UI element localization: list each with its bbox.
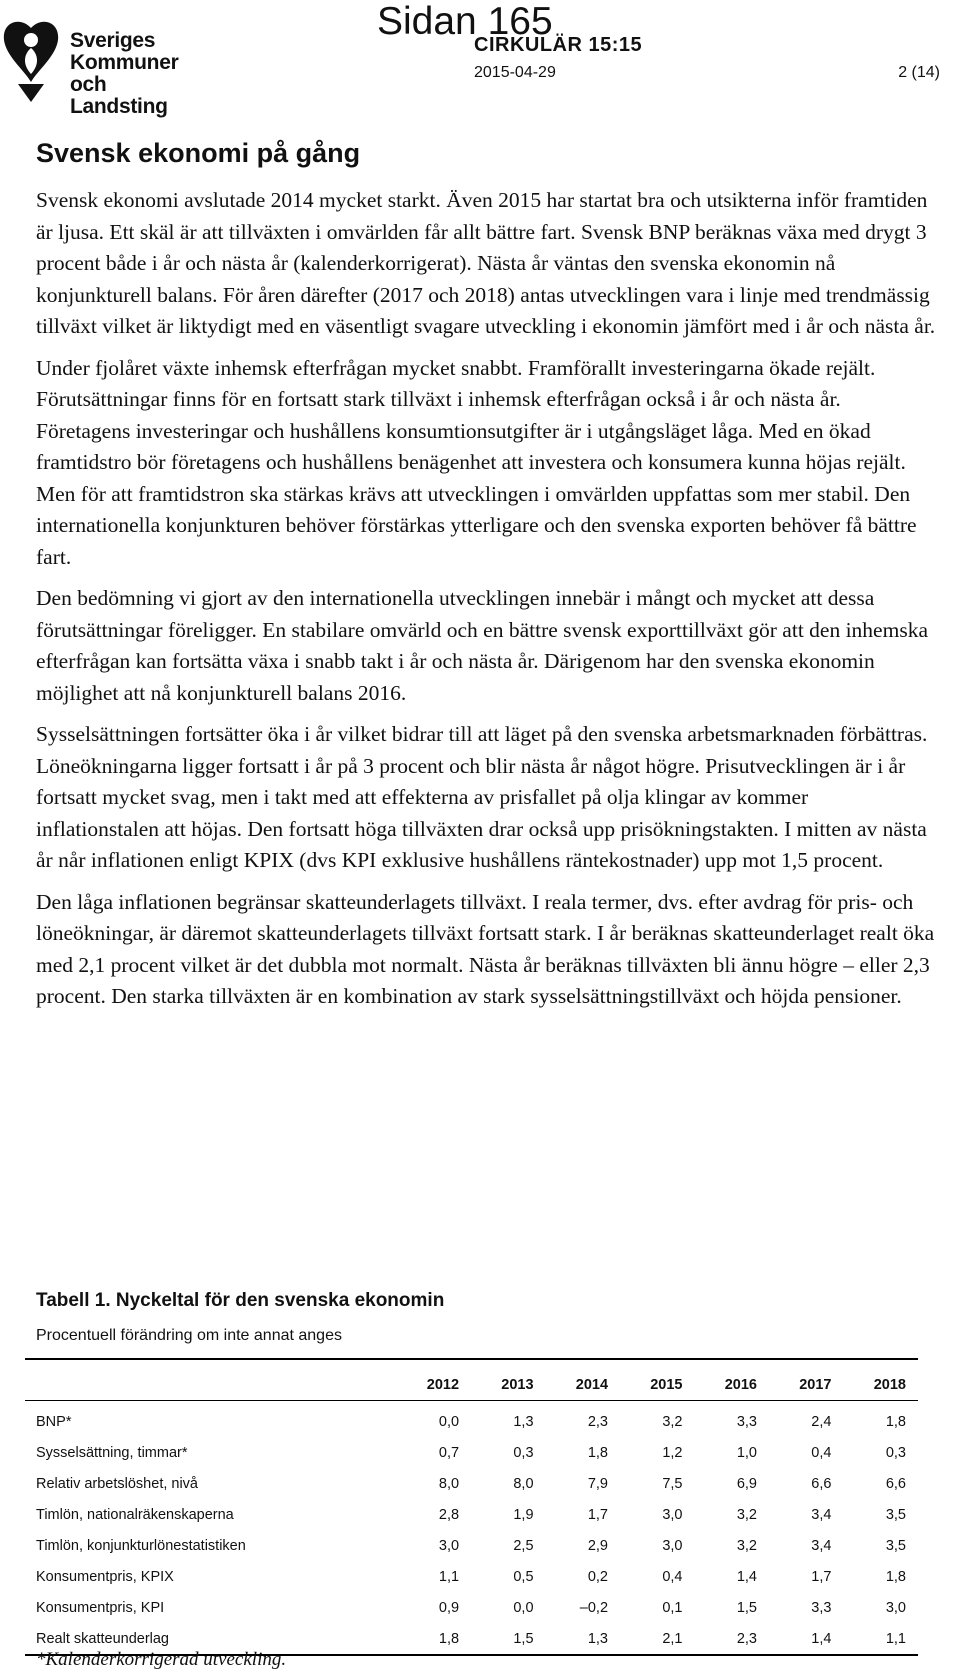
table-cell: 3,2 [662,1413,683,1430]
row-label: Timlön, konjunkturlönestatistiken [36,1537,246,1554]
table-cell: 0,5 [513,1568,534,1585]
row-label: BNP* [36,1413,72,1430]
table-header-label [25,1360,397,1400]
year-header: 2018 [843,1360,918,1400]
table-cell: 6,6 [811,1475,832,1492]
table-row [25,1468,918,1499]
logo-line: och Landsting [70,73,168,118]
table-cell: 1,5 [736,1599,757,1616]
table-cell: 0,4 [811,1444,832,1461]
table-header-row [25,1360,918,1400]
table-cell: 2,3 [587,1413,609,1430]
table-subtitle: Procentuell förändring om inte annat anges [36,1327,342,1344]
table-cell: 0,2 [587,1568,609,1585]
row-label: Realt skatteunderlag [36,1630,169,1647]
table-cell: 3,3 [736,1413,757,1430]
table-cell: 1,1 [438,1568,460,1585]
table-cell: 3,2 [736,1537,757,1554]
row-label: Konsumentpris, KPI [36,1599,165,1616]
data-table [25,1360,918,1654]
table-cell: 3,4 [811,1537,832,1554]
table-cell: 1,4 [736,1568,757,1585]
year-header: 2016 [695,1360,769,1400]
paragraph: Sysselsättningen fortsätter öka i år vilket bidrar till att läget på den svenska arbetsmarknaden förbättras. Löneökningarna ligger fortsatt i år på 3 procent och blir nästa år något högre. Prisutvecklingen är i år fortsatt mycket svag, men i takt med att effekterna av prisfallet på olja klingar av kommer inflationstalen att höjas. Den fortsatt höga tillväxten drar också upp prisökningstakten. I mitten av nästa år når inflationen enligt KPIX (dvs KPI exklusive hushållens räntekostnader) upp mot 1,5 procent. [36,722,928,872]
table-cell: 1,8 [587,1444,609,1461]
table-cell: 3,0 [438,1537,460,1554]
logo-heart-figure-icon [0,18,62,102]
table-cell: 1,4 [811,1630,832,1647]
table-cell: 0,3 [885,1444,906,1461]
table-cell: 3,0 [885,1599,906,1616]
table-cell: 7,5 [662,1475,683,1492]
table-cell: 1,7 [811,1568,832,1585]
table-cell: 2,1 [662,1630,683,1647]
table-cell: 7,9 [587,1475,609,1492]
table-title: Tabell 1. Nyckeltal för den svenska ekonomin [36,1290,445,1311]
table-cell: 8,0 [438,1475,460,1492]
table-cell: 2,3 [736,1630,757,1647]
table-cell: 1,8 [885,1568,906,1585]
key-figures-table [25,1358,918,1656]
table-row [25,1530,918,1561]
body-text [36,185,936,1023]
table-cell: 6,6 [885,1475,906,1492]
logo-line: Sveriges [70,29,156,52]
table-cell: 1,0 [736,1444,757,1461]
table-row [25,1592,918,1623]
year-header: 2015 [620,1360,694,1400]
table-cell: 1,9 [513,1506,534,1523]
table-cell: 2,4 [811,1413,832,1430]
table-cell: 0,7 [438,1444,460,1461]
page-label: Sidan 165 [377,0,553,43]
paragraph: Den bedömning vi gjort av den internationella utvecklingen innebär i mångt och mycket att dessa förutsättningar föreligger. En stabilare omvärld och en bättre svensk exporttillväxt gör att den inhemska efterfrågan kan fortsätta växa i snabb takt i år och nästa år. Därigenom har den svenska ekonomin möjlighet att nå konjunkturell balans 2016. [36,586,928,705]
table-row [25,1400,918,1437]
paragraph: Under fjolåret växte inhemsk efterfrågan mycket snabbt. Framförallt investeringarna ökade rejält. Förutsättningar finns för en fortsatt stark tillväxt i inhemsk efterfrågan också i år och nästa år. Företagens investeringar och hushållens konsumtionsutgifter är i utgångsläget låga. Med en ökad framtidstro bör företagens och hushållens benägenhet att investera och konsumera kunna höjas rejält. Men för att framtidstron ska stärkas krävs att utvecklingen i omvärlden uppfattas som mer stabil. Den internationella konjunkturen behöver förstärkas ytterligare och den svenska exporten behöver få bättre fart. [36,355,917,569]
table-cell: 0,0 [513,1599,534,1616]
table-cell: 3,5 [885,1506,906,1523]
table-cell: 1,2 [662,1444,683,1461]
document-date: 2015-04-29 [474,64,556,81]
year-header: 2017 [769,1360,843,1400]
year-header: 2013 [471,1360,545,1400]
table-cell: 2,8 [438,1506,460,1523]
table-cell: 2,9 [587,1537,609,1554]
table-cell: –0,2 [579,1599,609,1616]
table-cell: 0,9 [438,1599,460,1616]
table-cell: 1,1 [885,1630,906,1647]
page-number: 2 (14) [898,64,940,81]
table-cell: 6,9 [736,1475,757,1492]
circular-number: CIRKULÄR 15:15 [474,34,643,56]
table-cell: 3,0 [662,1506,683,1523]
table-cell: 3,3 [811,1599,832,1616]
organization-logo [0,10,200,118]
table-cell: 0,3 [513,1444,534,1461]
table-cell: 1,7 [587,1506,609,1523]
table-cell: 8,0 [513,1475,534,1492]
table-cell: 3,4 [811,1506,832,1523]
table-cell: 3,0 [662,1537,683,1554]
table-row [25,1561,918,1592]
table-cell: 2,5 [513,1537,534,1554]
logo-wordmark [70,30,200,118]
row-label: Timlön, nationalräkenskaperna [36,1506,234,1523]
table-cell: 1,8 [438,1630,460,1647]
year-header: 2014 [546,1360,620,1400]
page-title: Svensk ekonomi på gång [36,138,361,168]
year-header: 2012 [397,1360,471,1400]
table-row [25,1437,918,1468]
table-cell: 0,1 [662,1599,683,1616]
table-cell: 0,4 [662,1568,683,1585]
table-row [25,1499,918,1530]
table-cell: 1,3 [513,1413,534,1430]
paragraph: Svensk ekonomi avslutade 2014 mycket starkt. Även 2015 har startat bra och utsikterna inför framtiden är ljusa. Ett skäl är att tillväxten i omvärlden får allt bättre fart. Svensk BNP beräknas växa med drygt 3 procent både i år och nästa år (kalenderkorrigerat). Nästa år väntas den svenska ekonomin nå konjunkturell balans. För åren därefter (2017 och 2018) antas utvecklingen vara i linje med trendmässig tillväxt vilket är liktydigt med en väsentligt svagare utveckling i ekonomin jämfört med i år och nästa år. [36,188,936,338]
logo-line: Kommuner [70,51,179,74]
table-cell: 3,2 [736,1506,757,1523]
table-cell: 3,5 [885,1537,906,1554]
row-label: Relativ arbetslöshet, nivå [36,1475,198,1492]
paragraph: Den låga inflationen begränsar skatteunderlagets tillväxt. I reala termer, dvs. efter avdrag för pris- och löneökningar, är däremot skatteunderlagets tillväxt fortsatt stark. I år beräknas skatteunderlaget realt öka med 2,1 procent vilket är det dubbla mot normalt. Nästa år beräknas tillväxten bli ännu högre – eller 2,3 procent. Den starka tillväxten är en kombination av stark sysselsättningstillväxt och höjda pensioner. [36,889,935,1008]
row-label: Sysselsättning, timmar* [36,1444,188,1461]
row-label: Konsumentpris, KPIX [36,1568,174,1585]
table-cell: 1,8 [885,1413,906,1430]
table-cell: 1,3 [587,1630,609,1647]
table-cell: 1,5 [513,1630,534,1647]
table-footnote: *Kalenderkorrigerad utveckling. [36,1649,287,1670]
table-cell: 0,0 [438,1413,460,1430]
